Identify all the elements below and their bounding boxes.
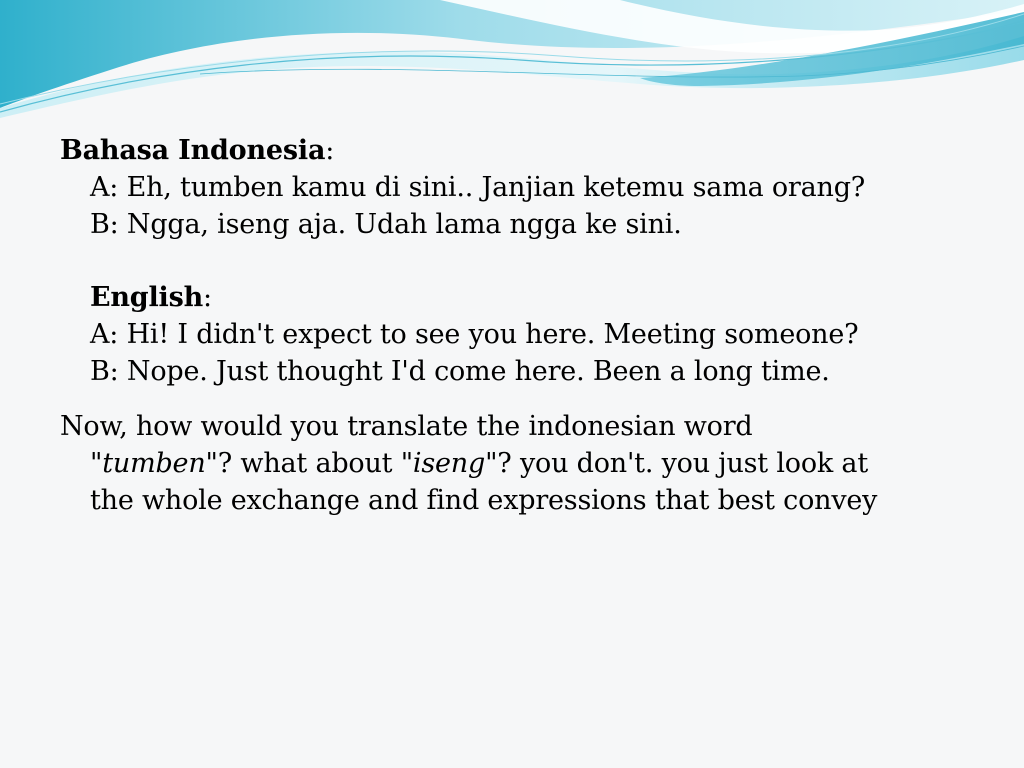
- word-tumben: tumben: [102, 448, 206, 479]
- question-rest: "? you don't. you just look at: [485, 448, 868, 479]
- indonesian-heading-line: [60, 132, 980, 169]
- english-line-b: B: Nope. Just thought I'd come here. Been a long time.: [90, 356, 830, 387]
- indonesian-heading-colon: :: [325, 135, 335, 166]
- question-line-3: the whole exchange and find expressions that best convey: [90, 485, 878, 516]
- spacer: [60, 243, 980, 279]
- word-iseng: iseng: [412, 448, 486, 479]
- english-heading: English: [90, 282, 204, 313]
- english-heading-line: [60, 279, 980, 316]
- question-mid: "? what about ": [205, 448, 413, 479]
- spacer: [60, 390, 980, 408]
- wave-header-decoration: [0, 0, 1024, 130]
- english-line-a: A: Hi! I didn't expect to see you here. Meeting someone?: [90, 319, 859, 350]
- slide-body: [60, 132, 980, 519]
- indonesian-line-b: B: Ngga, iseng aja. Udah lama ngga ke sini.: [90, 209, 682, 240]
- quote-open: ": [90, 448, 103, 479]
- question-line-2: [60, 445, 980, 482]
- question-line-1: Now, how would you translate the indonesian word: [60, 411, 753, 442]
- indonesian-line-a: A: Eh, tumben kamu di sini.. Janjian ketemu sama orang?: [90, 172, 866, 203]
- english-heading-colon: :: [203, 282, 212, 313]
- indonesian-heading: Bahasa Indonesia: [60, 135, 326, 166]
